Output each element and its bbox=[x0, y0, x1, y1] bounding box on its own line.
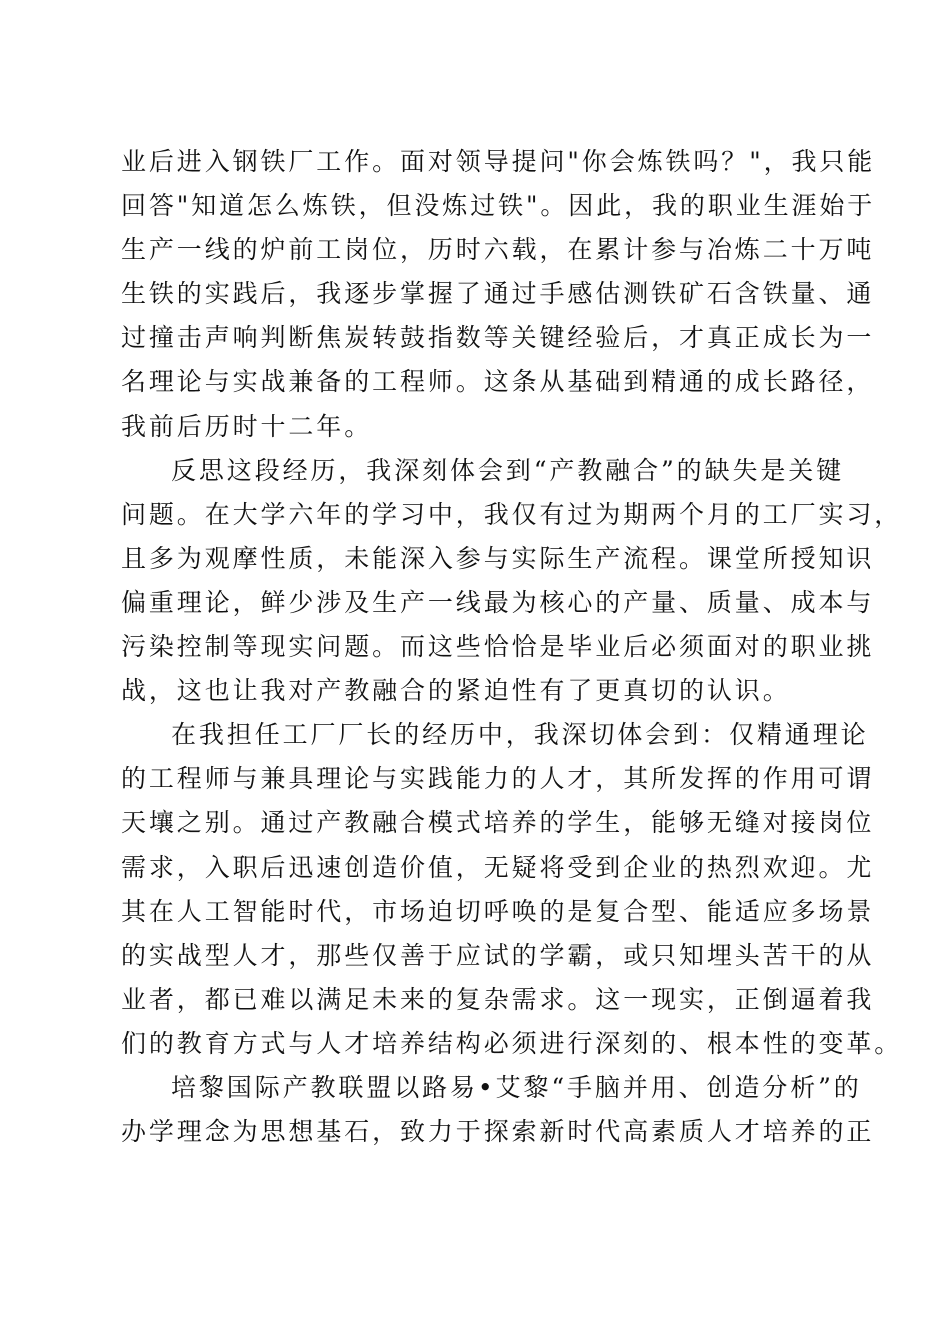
text-line: 业者，都已难以满足未来的复杂需求。这一现实，正倒逼着我 bbox=[121, 984, 875, 1014]
text-line: 在我担任工厂厂长的经历中，我深切体会到：仅精通理论 bbox=[171, 720, 869, 750]
text-line: 其在人工智能时代，市场迫切呼唤的是复合型、能适应多场景 bbox=[121, 896, 875, 926]
text-line: 战，这也让我对产教融合的紧迫性有了更真切的认识。 bbox=[121, 676, 791, 706]
text-line: 反思这段经历，我深刻体会到“产教融合”的缺失是关键 bbox=[171, 455, 845, 485]
text-line: 生铁的实践后，我逐步掌握了通过手感估测铁矿石含铁量、通 bbox=[121, 279, 875, 309]
text-line: 天壤之别。通过产教融合模式培养的学生，能够无缝对接岗位 bbox=[121, 808, 875, 838]
text-line: 我前后历时十二年。 bbox=[121, 411, 373, 441]
text-line: 的实战型人才，那些仅善于应试的学霸，或只知埋头苦干的从 bbox=[121, 940, 875, 970]
text-line: 问题。在大学六年的学习中，我仅有过为期两个月的工厂实习， bbox=[121, 499, 903, 529]
paragraph bbox=[121, 1066, 875, 1154]
text-line: 业后进入钢铁厂工作。面对领导提问"你会炼铁吗？"，我只能 bbox=[121, 147, 876, 176]
text-line: 培黎国际产教联盟以路易•艾黎“手脑并用、创造分析”的 bbox=[171, 1072, 862, 1102]
paragraph bbox=[121, 140, 876, 449]
text-line: 需求，入职后迅速创造价值，无疑将受到企业的热烈欢迎。尤 bbox=[121, 852, 875, 882]
text-line: 们的教育方式与人才培养结构必须进行深刻的、根本性的变革。 bbox=[121, 1028, 903, 1058]
text-line: 生产一线的炉前工岗位，历时六载，在累计参与冶炼二十万吨 bbox=[121, 235, 875, 265]
text-line: 的工程师与兼具理论与实践能力的人才，其所发挥的作用可谓 bbox=[121, 764, 875, 794]
text-line: 回答"知道怎么炼铁，但没炼过铁"。因此，我的职业生涯始于 bbox=[121, 191, 876, 221]
paragraph bbox=[121, 449, 903, 714]
text-line: 且多为观摩性质，未能深入参与实际生产流程。课堂所授知识 bbox=[121, 543, 875, 573]
document-body bbox=[121, 140, 903, 1154]
text-line: 名理论与实战兼备的工程师。这条从基础到精通的成长路径， bbox=[121, 367, 875, 397]
paragraph bbox=[121, 713, 903, 1066]
text-line: 过撞击声响判断焦炭转鼓指数等关键经验后，才真正成长为一 bbox=[121, 323, 875, 353]
text-line: 污染控制等现实问题。而这些恰恰是毕业后必须面对的职业挑 bbox=[121, 632, 875, 662]
text-line: 偏重理论，鲜少涉及生产一线最为核心的产量、质量、成本与 bbox=[121, 587, 875, 617]
text-line: 办学理念为思想基石，致力于探索新时代高素质人才培养的正 bbox=[121, 1117, 875, 1147]
